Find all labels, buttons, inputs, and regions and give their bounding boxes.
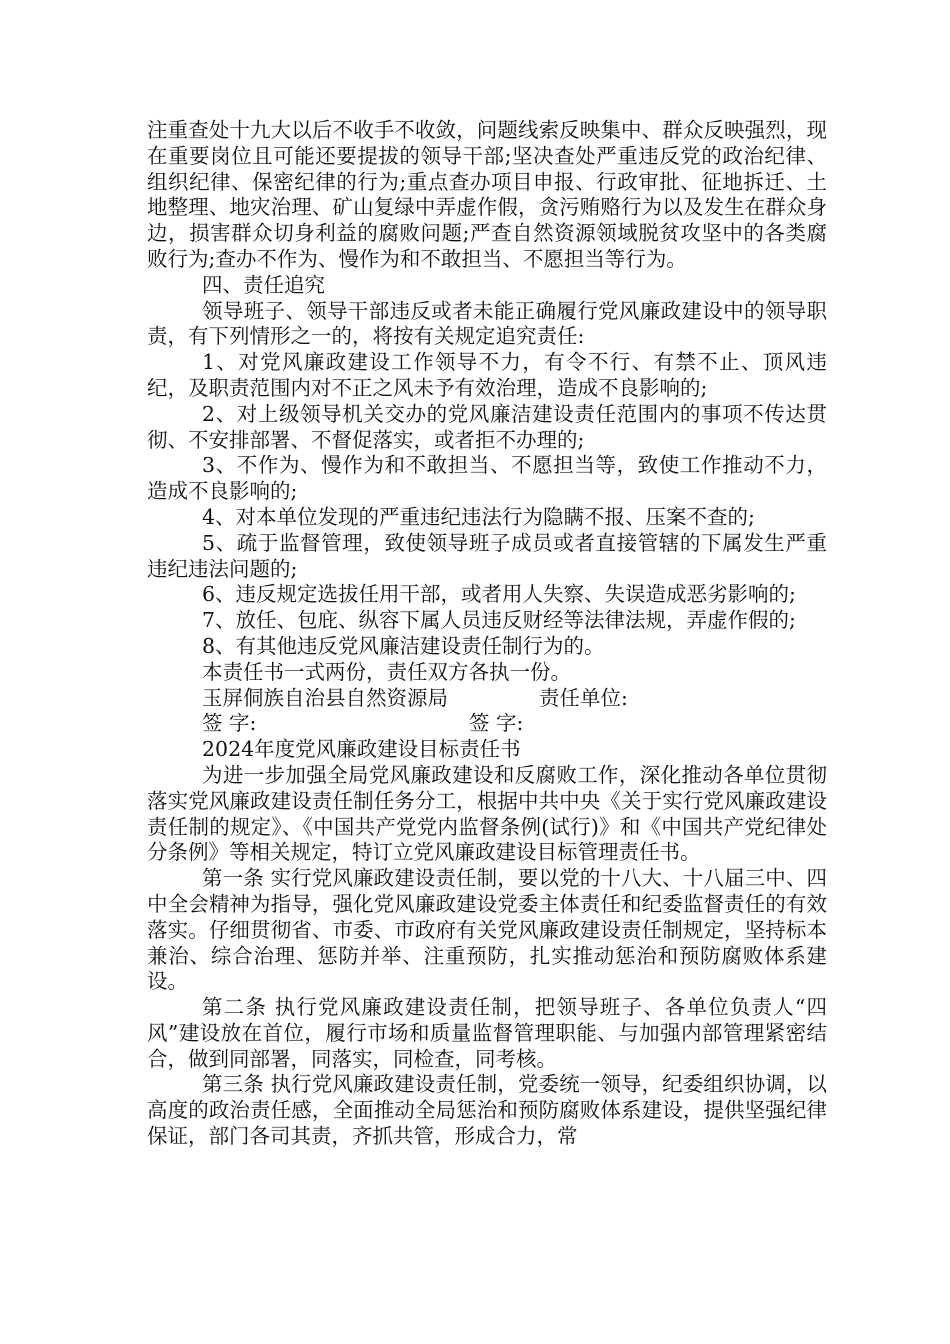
org-right: 责任单位:: [539, 685, 628, 710]
list-item-5: 5、疏于监督管理，致使领导班子成员或者直接管辖的下属发生严重违纪违法问题的;: [147, 530, 827, 581]
paragraph-intro: 领导班子、领导干部违反或者未能正确履行党风廉政建设中的领导职责，有下列情形之一的，将按有关规定追究责任:: [147, 298, 827, 349]
article-1: 第一条 实行党风廉政建设责任制，要以党的十八大、十八届三中、四中全会精神为指导，强化党风廉政建设党委主体责任和纪委监督责任的有效落实。仔细贯彻省、市委、市政府有关党风廉政建设责任制规定，坚持标本兼治、综合治理、惩防并举、注重预防，扎实推动惩治和预防腐败体系建设。: [147, 866, 827, 994]
sign-left: 签 字:: [202, 711, 257, 736]
org-left: 玉屏侗族自治县自然资源局: [202, 685, 448, 710]
list-item-3: 3、不作为、慢作为和不敢担当、不愿担当等，致使工作推动不力，造成不良影响的;: [147, 453, 827, 504]
paragraph-purpose: 为进一步加强全局党风廉政建设和反腐败工作，深化推动各单位贯彻落实党风廉政建设责任制任务分工，根据中共中央《关于实行党风廉政建设责任制的规定》、《中国共产党党内监督条例(试行)》和《中国共产党纪律处分条例》等相关规定，特订立党风廉政建设目标管理责任书。: [147, 762, 827, 865]
copies-note: 本责任书一式两份，责任双方各执一份。: [202, 659, 571, 684]
document-title-2024: 2024年度党风廉政建设目标责任书: [202, 737, 521, 762]
section-heading-responsibility: 四、责任追究: [202, 272, 325, 297]
signature-org-row: [147, 686, 827, 712]
article-2: 第二条 执行党风廉政建设责任制，把领导班子、各单位负责人“四风”建设放在首位，履行市场和质量监督管理职能、与加强内部管理紧密结合，做到同部署，同落实，同检查，同考核。: [147, 995, 827, 1071]
article-3: 第三条 执行党风廉政建设责任制，党委统一领导，纪委组织协调，以高度的政治责任感，全面推动全局惩治和预防腐败体系建设，提供坚强纪律保证，部门各司其责，齐抓共管，形成合力，常: [147, 1072, 827, 1149]
sign-right: 签 字:: [469, 711, 524, 736]
list-item-1: 1、对党风廉政建设工作领导不力，有令不行、有禁不止、顶风违纪，及职责范围内对不正之风未予有效治理，造成不良影响的;: [147, 350, 827, 400]
list-item-7: 7、放任、包庇、纵容下属人员违反财经等法律法规，弄虚作假的;: [202, 608, 796, 633]
document-page: [147, 118, 827, 1150]
signature-sign-row: [147, 711, 827, 737]
paragraph-continuation: 注重查处十九大以后不收手不收敛，问题线索反映集中、群众反映强烈，现在重要岗位且可能还要提拔的领导干部;坚决查处严重违反党的政治纪律、组织纪律、保密纪律的行为;重点查办项目申报、行政审批、征地拆迁、土地整理、地灾治理、矿山复绿中弄虚作假，贪污贿赂行为以及发生在群众身边，损害群众切身利益的腐败问题;严查自然资源领域脱贫攻坚中的各类腐败行为;查办不作为、慢作为和不敢担当、不愿担当等行为。: [147, 118, 827, 271]
list-item-8: 8、有其他违反党风廉洁建设责任制行为的。: [202, 633, 605, 658]
list-item-6: 6、违反规定选拔任用干部，或者用人失察、失误造成恶劣影响的;: [202, 582, 796, 607]
list-item-2: 2、对上级领导机关交办的党风廉洁建设责任范围内的事项不传达贯彻、不安排部署、不督促落实，或者拒不办理的;: [147, 401, 827, 452]
list-item-4: 4、对本单位发现的严重违纪违法行为隐瞒不报、压案不查的;: [202, 504, 755, 529]
